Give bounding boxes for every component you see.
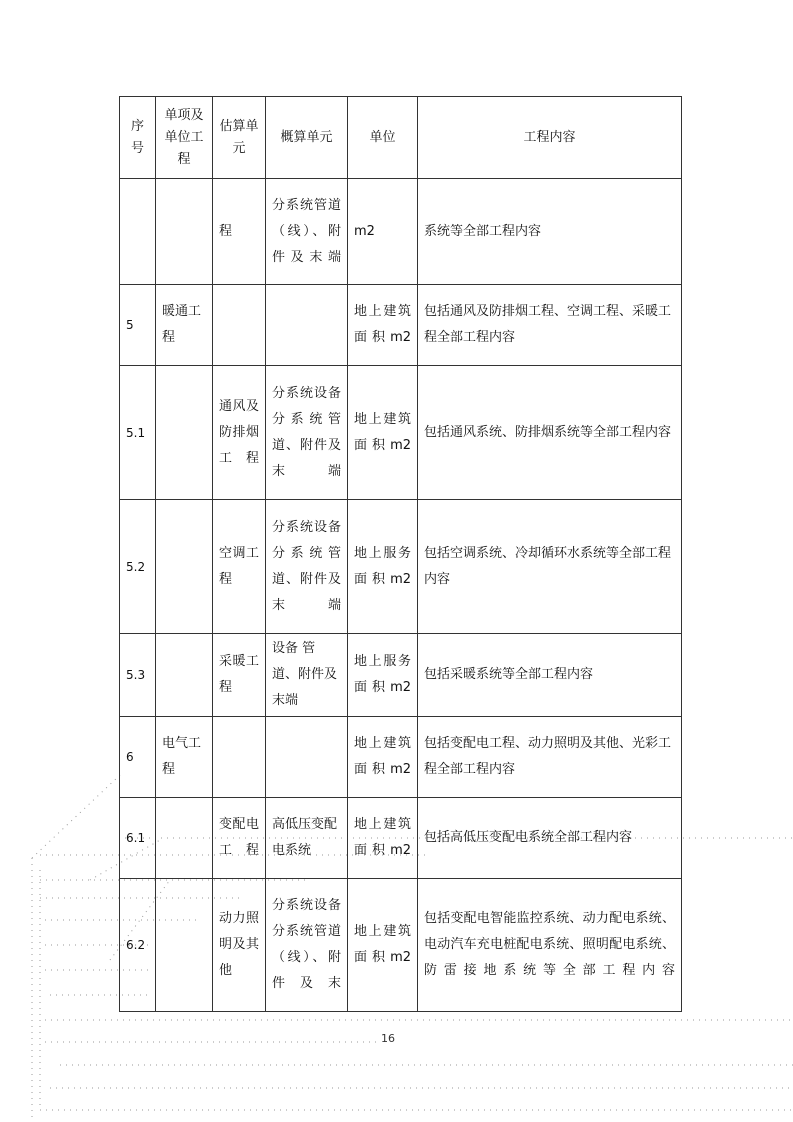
table-row bbox=[120, 366, 682, 500]
row-project: 电气工程 bbox=[156, 717, 213, 798]
row-content: 包括空调系统、冷却循环水系统等全部工程内容 bbox=[418, 500, 682, 634]
row-project bbox=[156, 798, 213, 879]
table-row bbox=[120, 798, 682, 879]
row-no: 6 bbox=[120, 717, 156, 798]
page-number: 16 bbox=[381, 1032, 395, 1045]
table-row bbox=[120, 179, 682, 285]
header-content: 工程内容 bbox=[418, 97, 682, 179]
row-budget: 分系统设备 分系统管道（线）、附件及末 bbox=[266, 879, 348, 1012]
row-project bbox=[156, 366, 213, 500]
row-content: 包括变配电工程、动力照明及其他、光彩工程全部工程内容 bbox=[418, 717, 682, 798]
row-unit: 地上建筑面积m2 bbox=[348, 798, 418, 879]
header-budget-unit: 概算单元 bbox=[266, 97, 348, 179]
row-budget: 分系统管道（线）、附件及末端 bbox=[266, 179, 348, 285]
row-estimate bbox=[213, 285, 266, 366]
row-unit: 地上建筑面积m2 bbox=[348, 879, 418, 1012]
table-row bbox=[120, 634, 682, 717]
row-content: 包括通风及防排烟工程、空调工程、采暖工程全部工程内容 bbox=[418, 285, 682, 366]
row-no bbox=[120, 179, 156, 285]
table-row bbox=[120, 717, 682, 798]
table-row bbox=[120, 500, 682, 634]
row-unit: 地上建筑面积m2 bbox=[348, 717, 418, 798]
row-content: 包括高低压变配电系统全部工程内容 bbox=[418, 798, 682, 879]
table-row bbox=[120, 285, 682, 366]
row-estimate: 程 bbox=[213, 179, 266, 285]
row-budget bbox=[266, 285, 348, 366]
row-no: 6.2 bbox=[120, 879, 156, 1012]
row-estimate: 通风及防排烟工程 bbox=[213, 366, 266, 500]
row-unit: 地上建筑面积m2 bbox=[348, 285, 418, 366]
row-no: 5.2 bbox=[120, 500, 156, 634]
row-estimate: 变配电工程 bbox=[213, 798, 266, 879]
row-project bbox=[156, 500, 213, 634]
row-estimate: 空调工程 bbox=[213, 500, 266, 634]
row-project bbox=[156, 179, 213, 285]
header-project: 单项及单位工程 bbox=[156, 97, 213, 179]
row-no: 5.3 bbox=[120, 634, 156, 717]
row-no: 5 bbox=[120, 285, 156, 366]
row-budget: 设备 管道、附件及末端 bbox=[266, 634, 348, 717]
header-seq: 序号 bbox=[120, 97, 156, 179]
row-budget: 分系统设备 分系统管道、附件及末端 bbox=[266, 366, 348, 500]
row-project bbox=[156, 634, 213, 717]
engineering-content-table bbox=[119, 96, 682, 1012]
row-project: 暖通工程 bbox=[156, 285, 213, 366]
row-project bbox=[156, 879, 213, 1012]
row-content: 系统等全部工程内容 bbox=[418, 179, 682, 285]
row-no: 5.1 bbox=[120, 366, 156, 500]
header-estimate-unit: 估算单元 bbox=[213, 97, 266, 179]
row-no: 6.1 bbox=[120, 798, 156, 879]
row-unit: 地上建筑面积m2 bbox=[348, 366, 418, 500]
row-budget: 分系统设备 分系统管道、附件及末端 bbox=[266, 500, 348, 634]
row-unit: 地上服务面积m2 bbox=[348, 500, 418, 634]
row-content: 包括通风系统、防排烟系统等全部工程内容 bbox=[418, 366, 682, 500]
row-estimate: 动力照明及其他 bbox=[213, 879, 266, 1012]
row-unit: m2 bbox=[348, 179, 418, 285]
row-estimate bbox=[213, 717, 266, 798]
table-row bbox=[120, 879, 682, 1012]
row-content: 包括采暖系统等全部工程内容 bbox=[418, 634, 682, 717]
row-budget bbox=[266, 717, 348, 798]
table-header-row bbox=[120, 97, 682, 179]
row-budget: 高低压变配电系统 bbox=[266, 798, 348, 879]
row-content: 包括变配电智能监控系统、动力配电系统、电动汽车充电桩配电系统、照明配电系统、防雷接地系统等全部工程内容 bbox=[418, 879, 682, 1012]
header-unit: 单位 bbox=[348, 97, 418, 179]
row-unit: 地上服务面积m2 bbox=[348, 634, 418, 717]
row-estimate: 采暖工程 bbox=[213, 634, 266, 717]
